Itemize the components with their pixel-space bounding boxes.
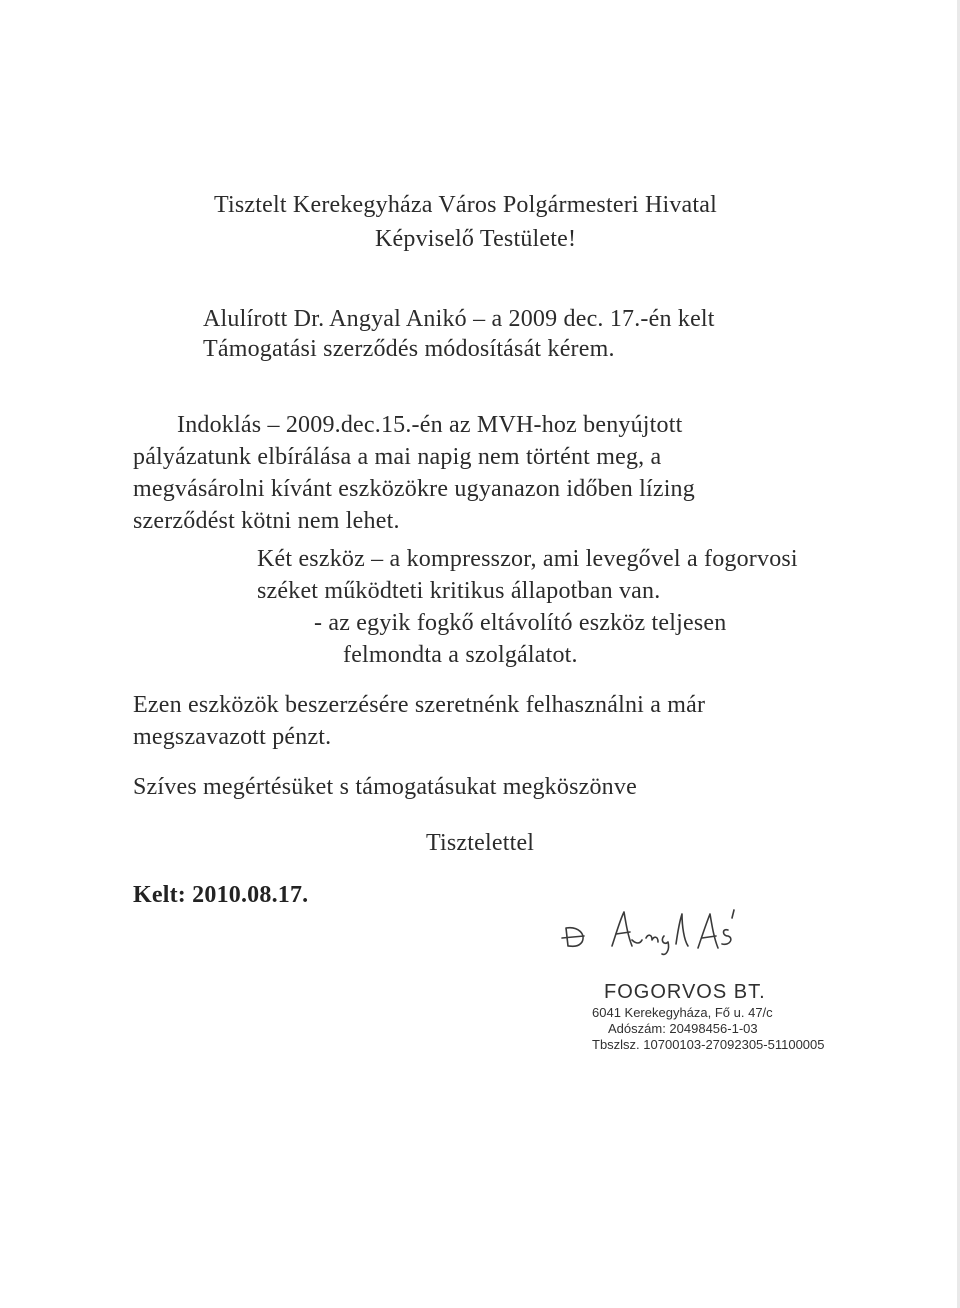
request-line-1: Ezen eszközök beszerzésére szeretnénk felhasználni a már [133,692,706,718]
tools-line-2: széket működteti kritikus állapotban van. [257,578,661,604]
request-line-2: megszavazott pénzt. [133,724,332,750]
salutation-line-1: Tisztelt Kerekegyháza Város Polgármesteri Hivatal [214,192,717,218]
stamp-account: Tbszlsz. 10700103-27092305-51100005 [592,1037,825,1052]
reason-line-4: szerződést kötni nem lehet. [133,508,400,534]
stamp-address: 6041 Kerekegyháza, Fő u. 47/c [592,1005,773,1020]
tools-line-4: felmondta a szolgálatot. [343,642,578,668]
intro-line-1: Alulírott Dr. Angyal Anikó – a 2009 dec. 17.-én kelt [203,306,715,332]
reason-line-2: pályázatunk elbírálása a mai napig nem történt meg, a [133,444,662,470]
signature [560,900,740,960]
date-line: Kelt: 2010.08.17. [133,882,309,908]
intro-line-2: Támogatási szerződés módosítását kérem. [203,336,615,362]
reason-line-3: megvásárolni kívánt eszközökre ugyanazon időben lízing [133,476,695,502]
closing-line: Tisztelettel [426,830,535,856]
stamp-tax-number: Adószám: 20498456-1-03 [608,1021,758,1036]
tools-line-1: Két eszköz – a kompresszor, ami levegővel a fogorvosi [257,546,798,572]
reason-line-1: Indoklás – 2009.dec.15.-én az MVH-hoz benyújtott [177,412,683,438]
thanks-line: Szíves megértésüket s támogatásukat megköszönve [133,774,637,800]
stamp-company-name: FOGORVOS BT. [604,981,766,1003]
tools-line-3: - az egyik fogkő eltávolító eszköz teljesen [314,610,727,636]
salutation-line-2: Képviselő Testülete! [375,226,577,252]
